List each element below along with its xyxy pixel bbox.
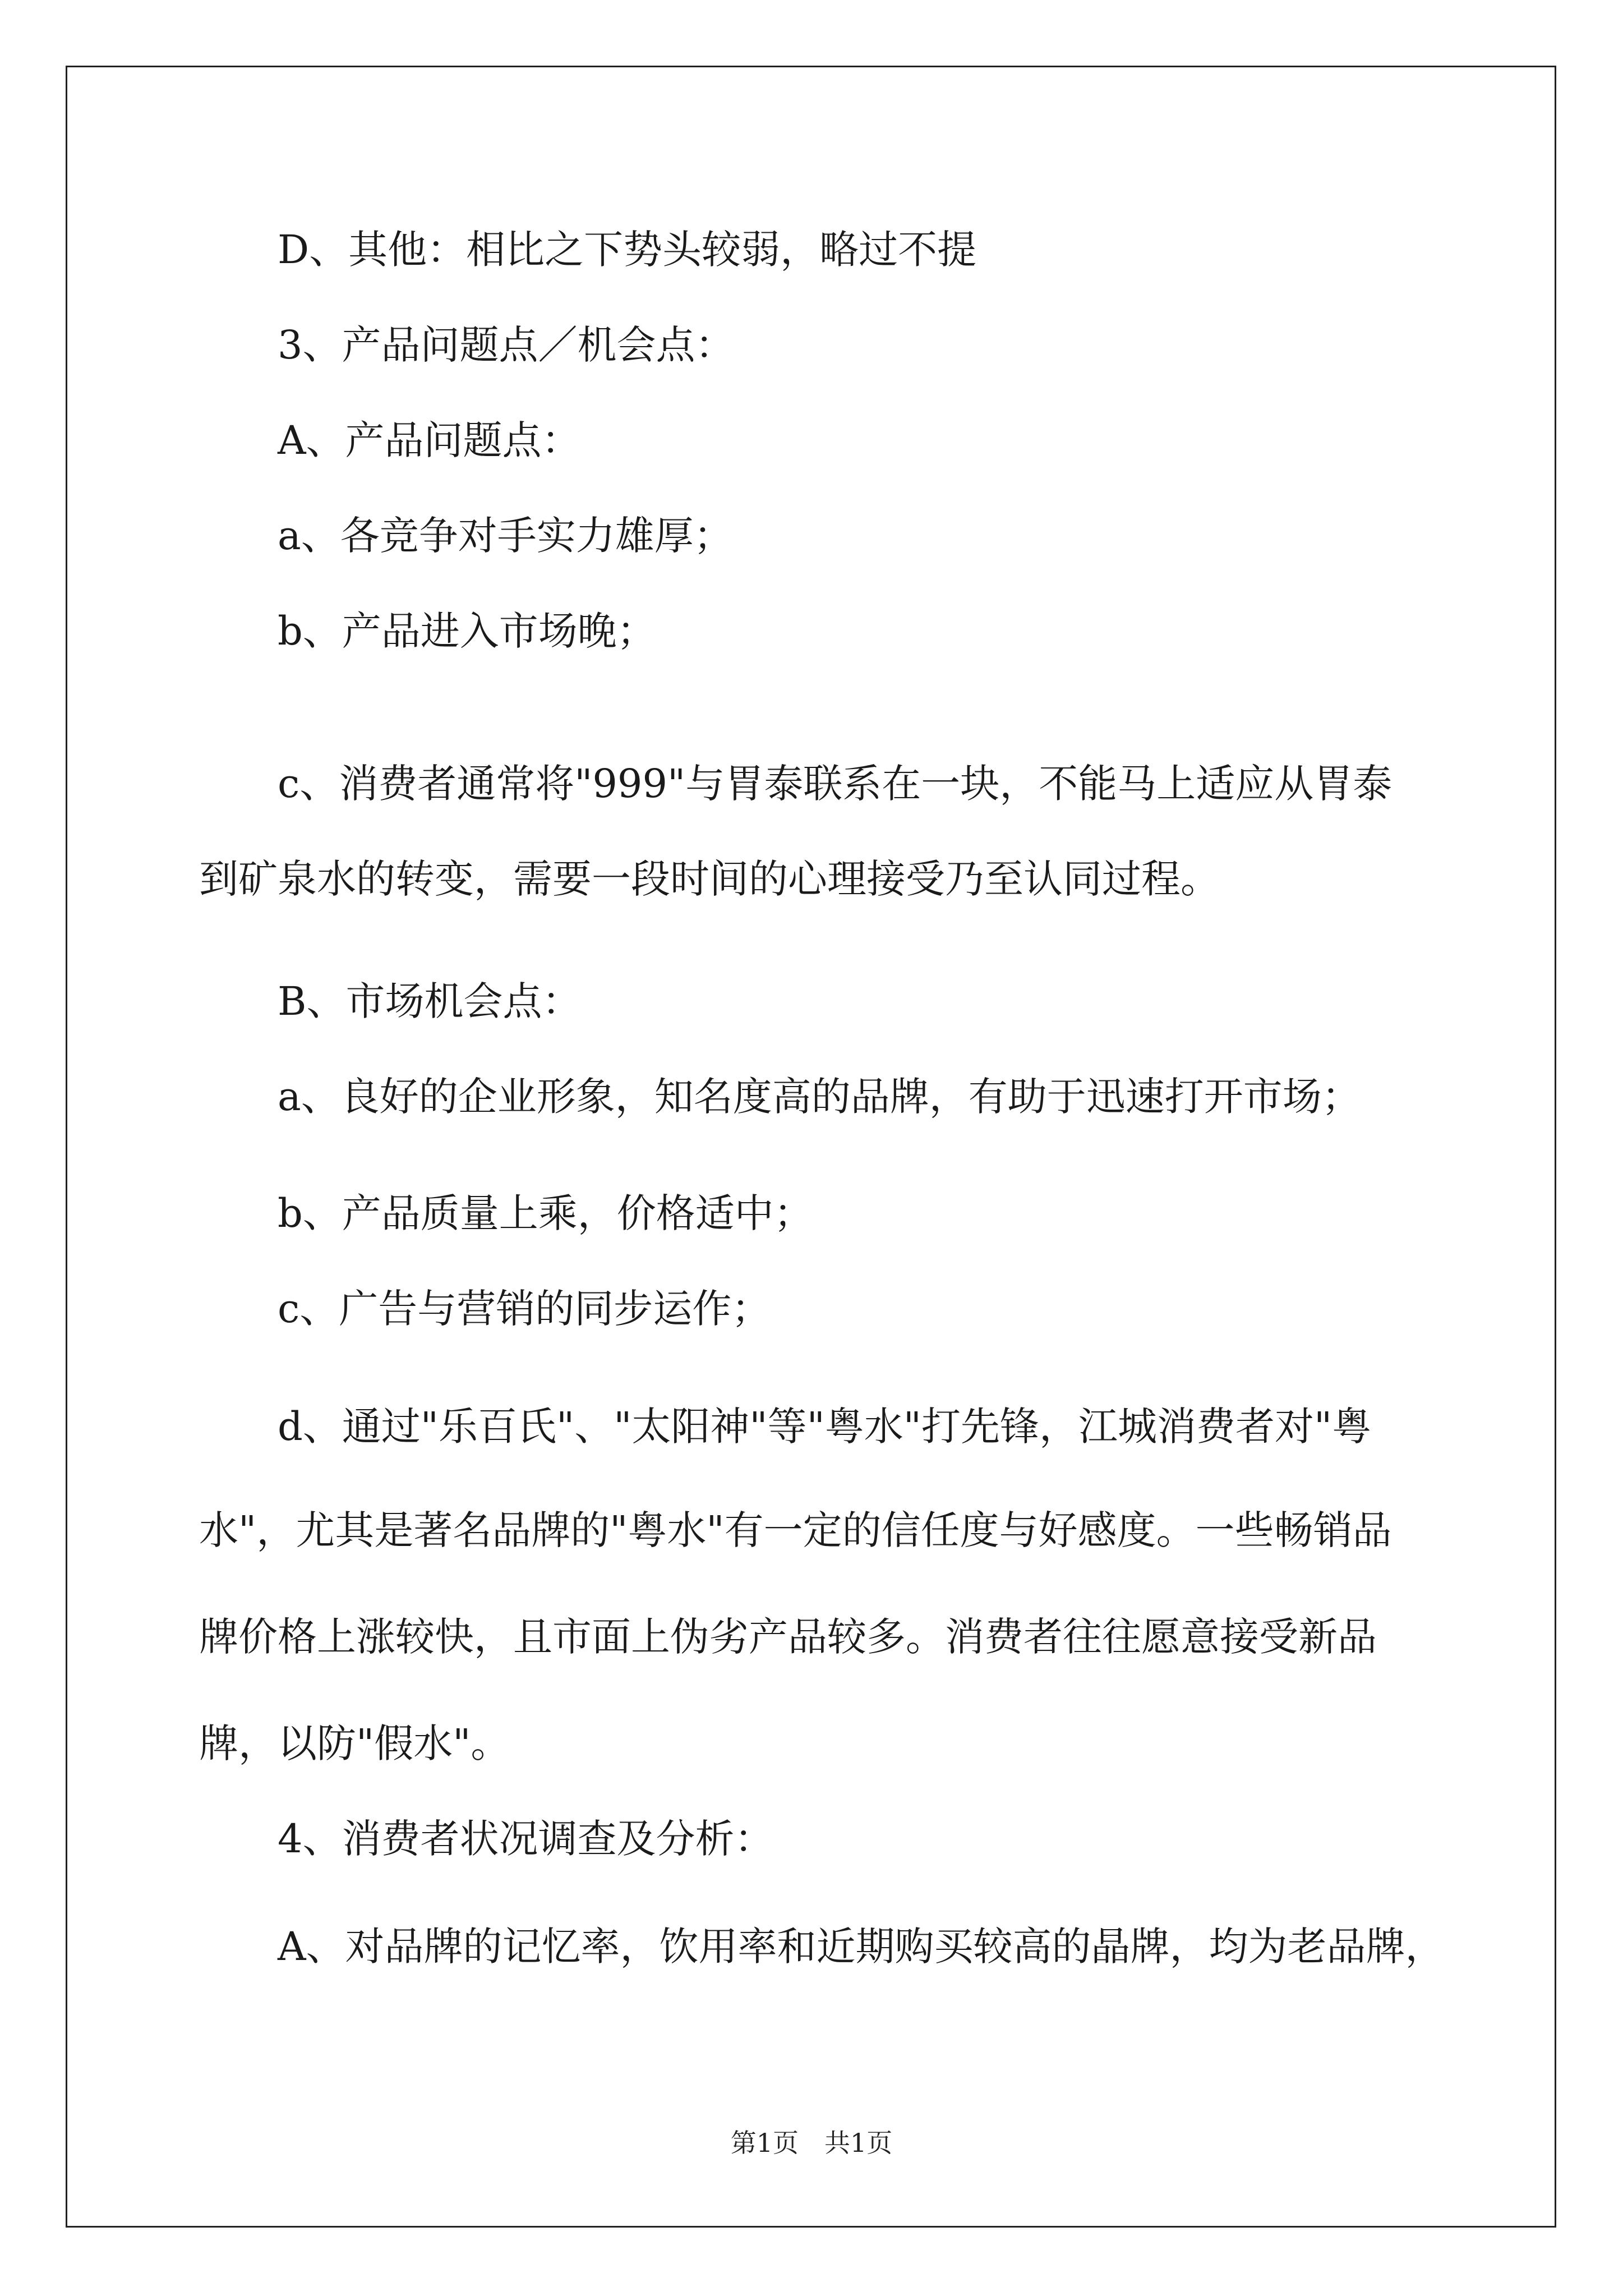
paragraph-line: B、市场机会点： xyxy=(278,978,582,1024)
paragraph-line: 4、消费者状况调查及分析： xyxy=(278,1816,774,1862)
paragraph-line: 3、产品问题点／机会点： xyxy=(278,322,735,368)
paragraph-line: 水"，尤其是著名品牌的"粤水"有一定的信任度与好感度。一些畅销品 xyxy=(199,1507,1392,1553)
paragraph-line: A、产品问题点： xyxy=(278,417,581,463)
paragraph-line: d、通过"乐百氏"、"太阳神"等"粤水"打先锋，江城消费者对"粤 xyxy=(278,1404,1372,1450)
paragraph-line: b、产品质量上乘，价格适中； xyxy=(278,1190,813,1236)
paragraph-line: c、消费者通常将"999"与胃泰联系在一块，不能马上适应从胃泰 xyxy=(278,761,1393,807)
paragraph-line: a、各竞争对手实力雄厚； xyxy=(278,513,733,559)
page-number-footer: 第1页 共1页 xyxy=(730,2128,893,2158)
page-border xyxy=(66,66,1556,2228)
paragraph-line: A、对品牌的记忆率，饮用率和近期购买较高的晶牌，均为老品牌， xyxy=(278,1924,1445,1970)
paragraph-line: 牌价格上涨较快，且市面上伪劣产品较多。消费者往往愿意接受新品 xyxy=(199,1614,1377,1660)
paragraph-line: D、其他：相比之下势头较弱，略过不提 xyxy=(278,227,977,273)
paragraph-line: c、广告与营销的同步运作； xyxy=(278,1286,771,1332)
paragraph-line: 牌，以防"假水"。 xyxy=(199,1720,510,1766)
paragraph-line: 到矿泉水的转变，需要一段时间的心理接受乃至认同过程。 xyxy=(199,856,1220,902)
paragraph-line: a、良好的企业形象，知名度高的品牌，有助于迅速打开市场； xyxy=(278,1074,1361,1120)
paragraph-line: b、产品进入市场晚； xyxy=(278,608,656,654)
